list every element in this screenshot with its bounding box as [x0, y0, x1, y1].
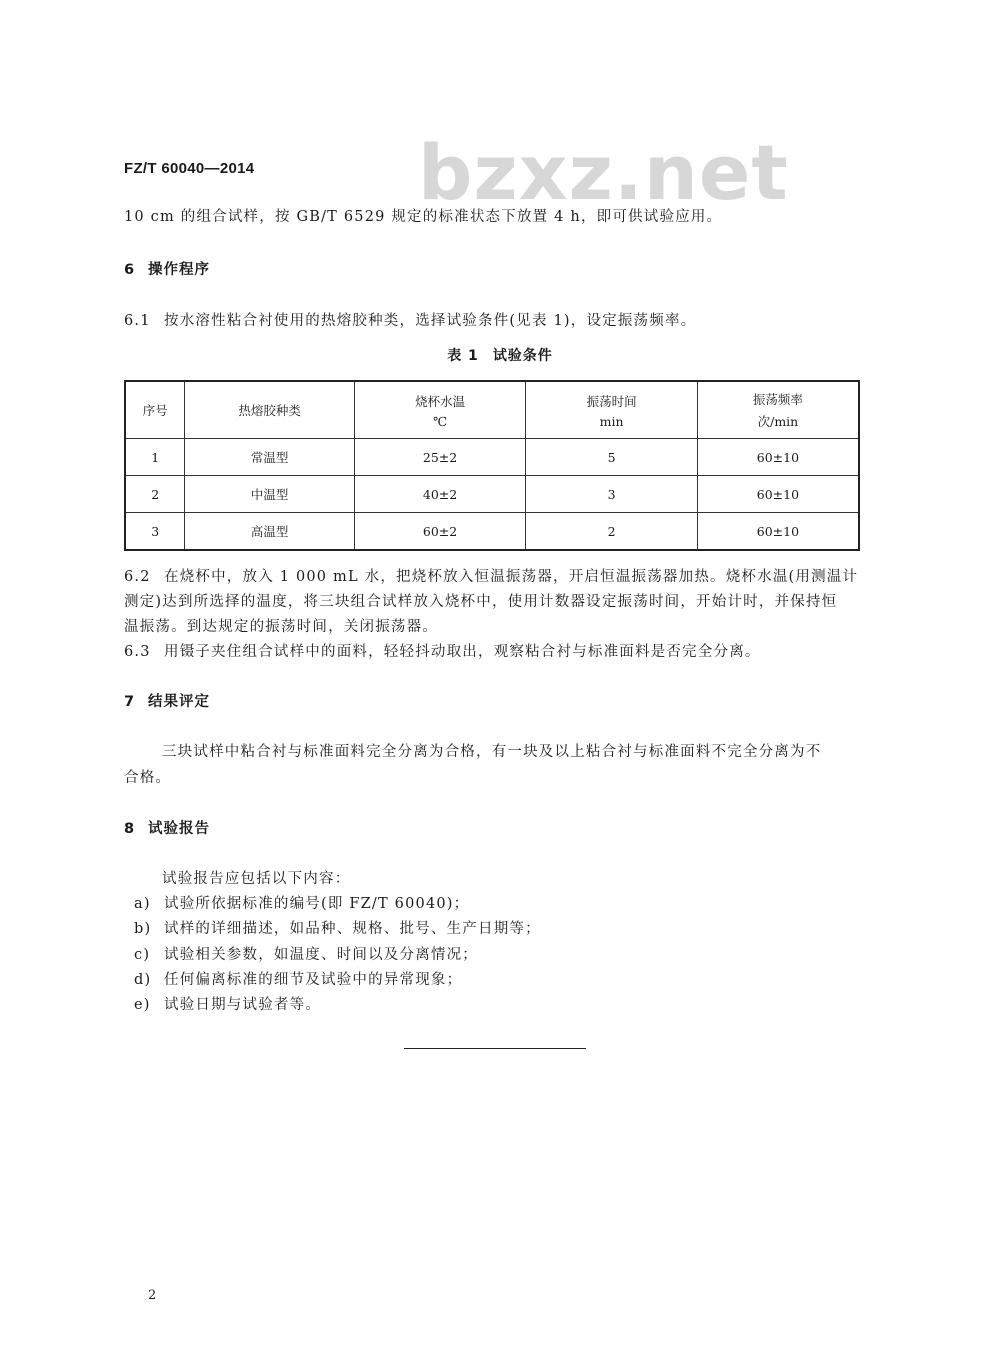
- list-label: b): [134, 921, 152, 937]
- table-row: [125, 476, 859, 513]
- clause-text: 按水溶性粘合衬使用的热熔胶种类，选择试验条件(见表 1)，设定振荡频率。: [164, 313, 697, 329]
- clause-number: 6.3: [124, 644, 151, 660]
- section-title: 操作程序: [148, 262, 210, 278]
- list-label: c): [134, 947, 151, 963]
- list-text: 试验日期与试验者等。: [164, 997, 321, 1013]
- section-number: 8: [124, 821, 136, 837]
- list-text: 任何偏离标准的细节及试验中的异常现象；: [164, 972, 463, 988]
- standard-number: FZ/T 60040—2014: [124, 160, 255, 177]
- cell-no: 2: [125, 476, 185, 513]
- clause-6-2-line-2: 测定)达到所选择的温度，将三块组合试样放入烧杯中，使用计数器设定振荡时间，开始计时，并保持恒: [124, 594, 838, 610]
- report-item-e: [134, 993, 321, 1014]
- cell-freq: 60±10: [697, 476, 859, 513]
- cell-no: 1: [125, 439, 185, 476]
- report-item-d: [134, 968, 462, 989]
- cell-time: 3: [526, 476, 698, 513]
- table-row: [125, 513, 859, 551]
- table-caption-label: 表 1: [447, 348, 479, 364]
- section-number: 7: [124, 694, 136, 710]
- clause-6-2-line-3: 温振荡。到达规定的振荡时间，关闭振荡器。: [124, 619, 438, 635]
- cell-freq: 60±10: [697, 513, 859, 551]
- report-item-b: [134, 917, 541, 938]
- section-7-heading: [124, 690, 210, 711]
- report-item-a: [134, 892, 469, 913]
- cell-time: 5: [526, 439, 698, 476]
- cell-type: 常温型: [185, 439, 354, 476]
- cell-temp: 25±2: [354, 439, 526, 476]
- cell-no: 3: [125, 513, 185, 551]
- header-cell: 热熔胶种类: [185, 381, 354, 439]
- list-label: a): [134, 896, 151, 912]
- list-text: 试验所依据标准的编号(即 FZ/T 60040)；: [164, 896, 470, 912]
- section-7-line-1: 三块试样中粘合衬与标准面料完全分离为合格，有一块及以上粘合衬与标准面料不完全分离为不: [162, 744, 822, 760]
- header-cell: 振荡时间 min: [526, 381, 698, 439]
- cell-type: 高温型: [185, 513, 354, 551]
- clause-6-1: [124, 309, 696, 330]
- test-conditions-table: [124, 380, 860, 551]
- header-cell: 烧杯水温 ℃: [354, 381, 526, 439]
- section-title: 试验报告: [148, 821, 210, 837]
- list-label: e): [134, 997, 151, 1013]
- report-item-c: [134, 943, 478, 964]
- section-8-heading: [124, 817, 210, 838]
- end-rule: [404, 1048, 586, 1049]
- watermark: bzxz.net: [418, 128, 789, 217]
- clause-text: 用镊子夹住组合试样中的面料，轻轻抖动取出，观察粘合衬与标准面料是否完全分离。: [164, 644, 761, 660]
- cell-type: 中温型: [185, 476, 354, 513]
- table-caption-title: 试验条件: [492, 348, 553, 364]
- list-text: 试样的详细描述，如品种、规格、批号、生产日期等；: [164, 921, 541, 937]
- table-row: [125, 439, 859, 476]
- section-title: 结果评定: [148, 694, 210, 710]
- clause-number: 6.2: [124, 569, 151, 585]
- list-text: 试验相关参数，如温度、时间以及分离情况；: [164, 947, 478, 963]
- section-number: 6: [124, 262, 136, 278]
- clause-6-3: [124, 640, 761, 661]
- cell-temp: 40±2: [354, 476, 526, 513]
- clause-number: 6.1: [124, 313, 151, 329]
- section-6-heading: [124, 258, 210, 279]
- cell-temp: 60±2: [354, 513, 526, 551]
- cell-time: 2: [526, 513, 698, 551]
- section-7-line-2: 合格。: [124, 770, 172, 786]
- report-lead: 试验报告应包括以下内容：: [162, 871, 351, 887]
- header-cell: 序号: [125, 381, 185, 439]
- cell-freq: 60±10: [697, 439, 859, 476]
- page-number: 2: [148, 1288, 157, 1303]
- clause-6-2: [124, 565, 858, 586]
- table-caption: [0, 345, 1000, 365]
- table-header-row: [125, 381, 859, 439]
- list-label: d): [134, 972, 152, 988]
- intro-paragraph: 10 cm 的组合试样，按 GB/T 6529 规定的标准状态下放置 4 h，即可供试验应用。: [124, 209, 723, 225]
- clause-text-line: 在烧杯中，放入 1 000 mL 水，把烧杯放入恒温振荡器，开启恒温振荡器加热。烧杯水温(用测温计: [164, 569, 859, 585]
- header-cell: 振荡频率 次/min: [697, 381, 859, 439]
